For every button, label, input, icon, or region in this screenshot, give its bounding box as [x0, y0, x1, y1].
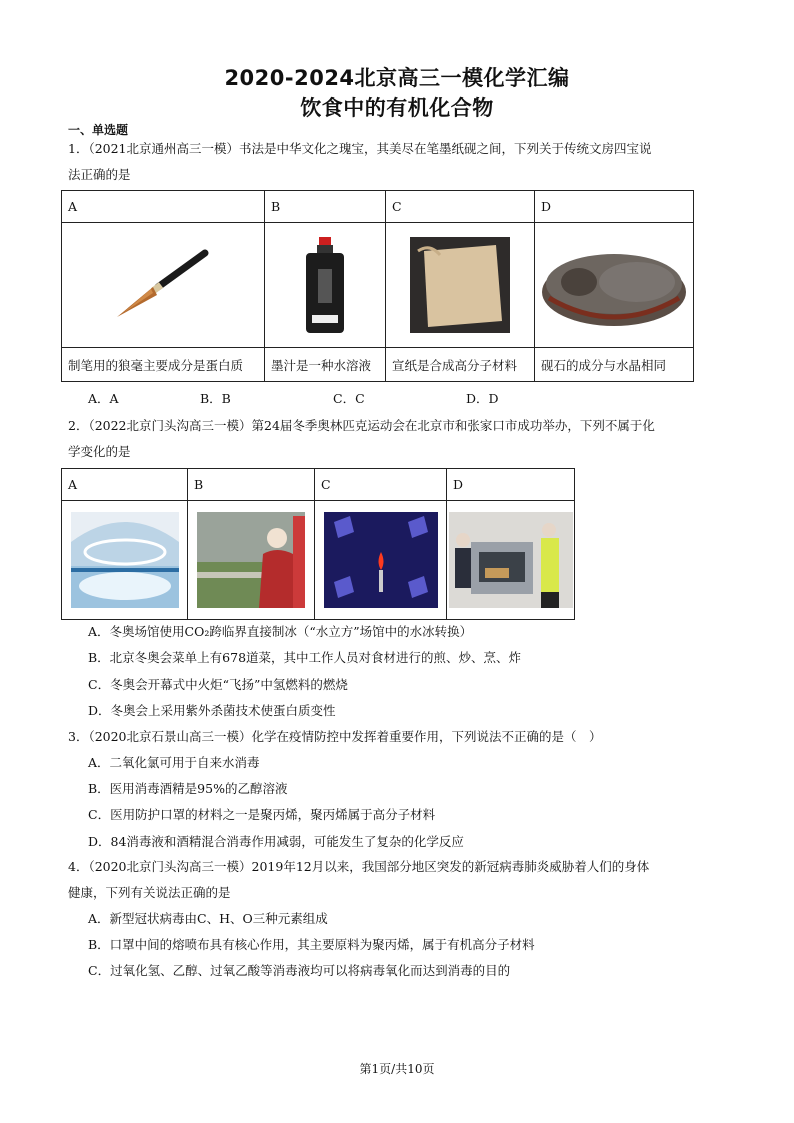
q1-image-c	[386, 223, 535, 348]
q1-stem-line2: 法正确的是	[68, 167, 131, 182]
q2-option-b[interactable]: B．北京冬奥会菜单上有678道菜，其中工作人员对食材进行的煎、炒、烹、炸	[88, 650, 522, 665]
ice-arena-image	[71, 512, 179, 608]
q1-caption-b: 墨汁是一种水溶液	[265, 348, 386, 382]
q2-stem-line2: 学变化的是	[68, 444, 131, 459]
ink-bottle-image	[300, 235, 350, 335]
q1-option-c[interactable]: C．C	[333, 391, 365, 406]
q1-header-c: C	[386, 191, 535, 223]
q1-header-a: A	[62, 191, 265, 223]
q1-image-b	[265, 223, 386, 348]
q2-image-b	[188, 501, 315, 620]
section-heading: 一、单选题	[68, 123, 129, 137]
document-title: 2020-2024北京高三一模化学汇编	[224, 66, 570, 90]
q1-caption-c: 宣纸是合成高分子材料	[386, 348, 535, 382]
q1-caption-a: 制笔用的狼毫主要成分是蛋白质	[62, 348, 265, 382]
q4-option-a[interactable]: A．新型冠状病毒由C、H、O三种元素组成	[88, 911, 328, 926]
document-subtitle: 饮食中的有机化合物	[300, 96, 494, 120]
q1-option-b[interactable]: B．B	[200, 391, 231, 406]
inkstone-image	[539, 240, 689, 330]
page-footer: 第1页/共10页	[359, 1062, 435, 1076]
food-prep-image	[197, 512, 305, 608]
q1-table	[61, 190, 694, 382]
q1-header-d: D	[535, 191, 694, 223]
q3-option-b[interactable]: B．医用消毒酒精是95%的乙醇溶液	[88, 781, 288, 796]
q2-stem-line1: 2．（2022北京门头沟高三一模）第24届冬季奥林匹克运动会在北京市和张家口市成功举办，下列不属于化	[68, 418, 655, 433]
q2-header-a: A	[62, 469, 188, 501]
q4-stem-line2: 健康，下列有关说法正确的是	[68, 885, 231, 900]
q2-header-d: D	[447, 469, 575, 501]
q4-option-b[interactable]: B．口罩中间的熔喷布具有核心作用，其主要原料为聚丙烯，属于有机高分子材料	[88, 937, 535, 952]
q1-option-a[interactable]: A．A	[88, 391, 119, 406]
q2-option-a[interactable]: A．冬奥场馆使用CO₂跨临界直接制冰（“水立方”场馆中的水冰转换）	[88, 624, 473, 639]
q1-stem-line1: 1．（2021北京通州高三一模）书法是中华文化之瑰宝，其美尽在笔墨纸砚之间，下列关于传统文房四宝说	[68, 141, 652, 156]
q1-header-b: B	[265, 191, 386, 223]
uv-machine-image	[449, 512, 573, 608]
q2-option-d[interactable]: D．冬奥会上采用紫外杀菌技术使蛋白质变性	[88, 703, 336, 718]
q2-image-d	[447, 501, 575, 620]
torch-image	[324, 512, 438, 608]
q2-image-c	[315, 501, 447, 620]
q3-option-a[interactable]: A．二氧化氯可用于自来水消毒	[88, 755, 260, 770]
q4-option-c[interactable]: C．过氧化氢、乙醇、过氧乙酸等消毒液均可以将病毒氧化而达到消毒的目的	[88, 963, 511, 978]
xuan-paper-image	[410, 237, 510, 333]
q2-option-c[interactable]: C．冬奥会开幕式中火炬“飞扬”中氢燃料的燃烧	[88, 677, 348, 692]
q1-caption-d: 砚石的成分与水晶相同	[535, 348, 694, 382]
q4-stem-line1: 4．（2020北京门头沟高三一模）2019年12月以来，我国部分地区突发的新冠病毒肺炎威胁着人们的身体	[68, 859, 650, 874]
q2-header-b: B	[188, 469, 315, 501]
q2-header-c: C	[315, 469, 447, 501]
brush-image	[113, 245, 213, 325]
q1-image-d	[535, 223, 694, 348]
q3-option-c[interactable]: C．医用防护口罩的材料之一是聚丙烯，聚丙烯属于高分子材料	[88, 807, 436, 822]
q1-image-a	[62, 223, 265, 348]
q2-image-a	[62, 501, 188, 620]
q3-option-d[interactable]: D．84消毒液和酒精混合消毒作用减弱，可能发生了复杂的化学反应	[88, 834, 464, 849]
q3-stem-line1: 3．（2020北京石景山高三一模）化学在疫情防控中发挥着重要作用，下列说法不正确的是（ ）	[68, 729, 602, 744]
q1-option-d[interactable]: D．D	[466, 391, 499, 406]
q2-table	[61, 468, 575, 620]
